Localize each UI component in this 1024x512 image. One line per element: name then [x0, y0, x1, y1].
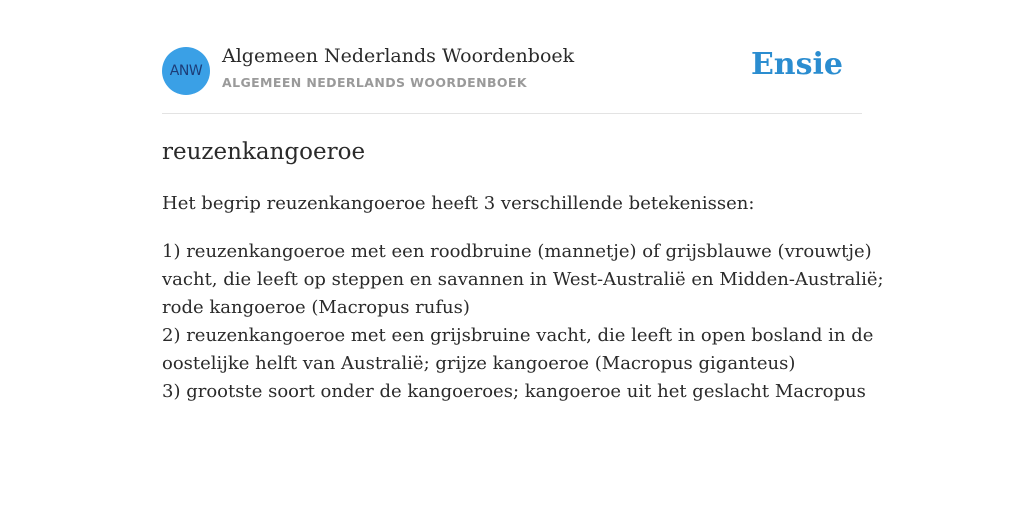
anw-logo-icon[interactable]	[162, 47, 210, 95]
definition-line: 1) reuzenkangoeroe met een roodbruine (mannetje) of grijsblauwe (vrouwtje)	[162, 241, 872, 262]
source-name[interactable]: Algemeen Nederlands Woordenboek	[222, 45, 575, 67]
logo-text: ANW	[169, 63, 203, 79]
entry-title: reuzenkangoeroe	[162, 139, 366, 165]
source-subtitle: ALGEMEEN NEDERLANDS WOORDENBOEK	[222, 75, 527, 90]
definition-line: 3) grootste soort onder de kangoeroes; kangoeroe uit het geslacht Macropus	[162, 381, 866, 402]
definition-line: rode kangoeroe (Macropus rufus)	[162, 297, 470, 318]
content-container	[162, 0, 884, 402]
entry-intro: Het begrip reuzenkangoeroe heeft 3 verschillende betekenissen:	[162, 193, 755, 214]
source-header	[162, 0, 862, 114]
definitions	[162, 238, 884, 406]
definition-line: 2) reuzenkangoeroe met een grijsbruine vacht, die leeft in open bosland in de	[162, 325, 874, 346]
definition-line: vacht, die leeft op steppen en savannen in West-Australië en Midden-Australië;	[162, 269, 884, 290]
ensie-brand-logo[interactable]: Ensie	[750, 47, 843, 82]
definition-line: oostelijke helft van Australië; grijze kangoeroe (Macropus giganteus)	[162, 353, 796, 374]
